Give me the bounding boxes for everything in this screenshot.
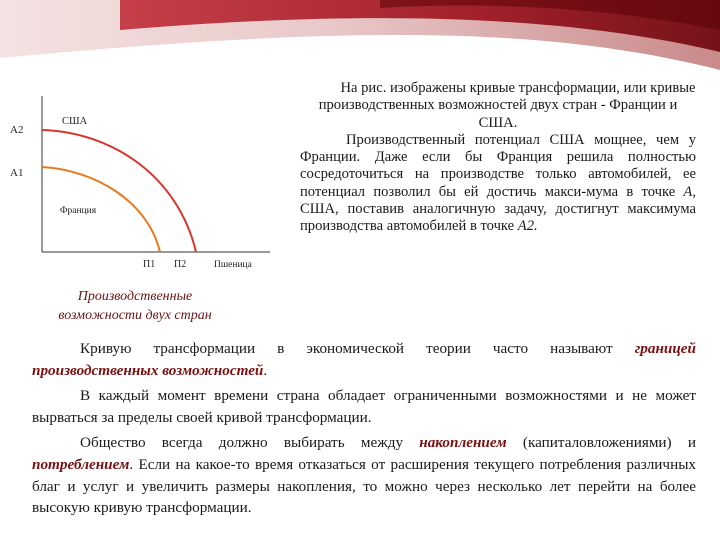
body-p1-text-b: . [263,361,268,379]
body-p1-text-a: Кривую трансформации в экономической теории часто называют [80,340,635,357]
label-x-axis: Пшеница [214,260,252,270]
term-accumulation: накоплением [419,434,507,452]
body-paragraph-1 [32,338,696,381]
ppf-chart [0,90,290,275]
label-p1: П1 [143,259,156,270]
side-paragraph-1: На рис. изображены кривые трансформации, или кривые производственных возможностей двух стран - Франции и США. [318,80,696,131]
side-paragraph-2 [300,132,696,236]
side-p2-text-a: Производственный потенциал США мощнее, чем у Франции. Даже если бы Франция решила полностью сосредоточиться на производстве только автомобилей, ее потенциал позволил бы ей достичь макси-мума в точке [300,131,696,200]
body-p3-text-a: Общество всегда должно выбирать между [80,434,420,452]
body-p3-text-b: (капиталовложениями) и [506,434,696,452]
term-consumption: потреблением [32,455,130,473]
usa-curve [42,130,196,252]
term-ppf: границей производственных возможностей [32,340,696,379]
body-p3-text-c: . Если на какое-то время отказаться от расширения текущего потребления различных благ и услуг и увеличить размеры накопления, то можно через несколько лет перейти на более высокую кривую трансформации. [32,455,696,517]
body-paragraph-2: В каждый момент времени страна обладает ограниченными возможностями и не может вырваться за пределы своей кривой трансформации. [32,387,696,426]
chart-caption [40,287,230,325]
point-a2-ref: А2. [517,218,538,235]
caption-line-2: возможности двух стран [58,308,212,323]
caption-line-1: Производственные [77,289,193,304]
label-france: Франция [60,206,97,216]
body-text [32,338,696,523]
label-a2: А2 [10,124,24,136]
point-a1-ref: А, [683,183,696,200]
label-a1: А1 [10,167,24,179]
label-p2: П2 [174,259,187,270]
body-paragraph-3 [32,432,696,518]
header-banner [0,0,720,80]
side-p2-text-b: США, поставив аналогичную задачу, достигнут максимума производства автомобилей в точке [300,201,696,235]
label-usa: США [62,116,88,127]
side-text [300,80,696,236]
